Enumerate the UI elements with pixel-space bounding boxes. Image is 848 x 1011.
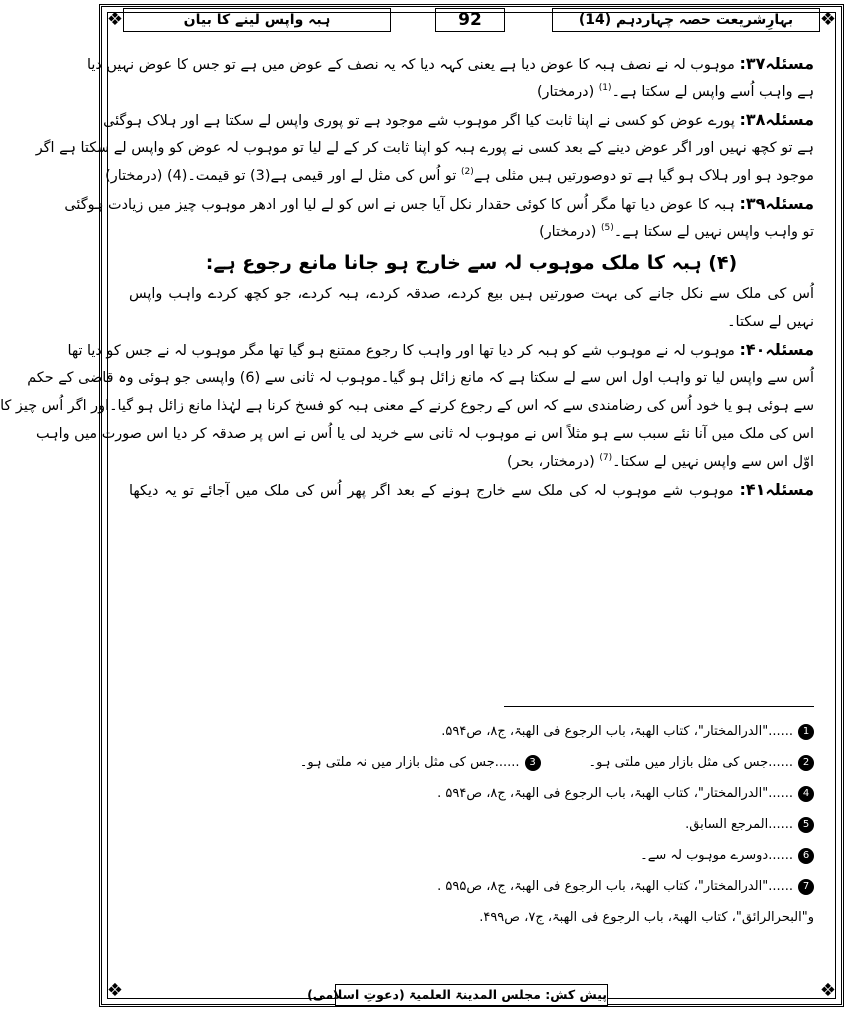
text-line (129, 280, 814, 308)
text-line (129, 308, 814, 336)
footnote (129, 716, 814, 747)
footnote-number: 6 (798, 848, 814, 864)
footnote-separator (504, 706, 814, 707)
chapter-title: ہبہ واپس لینے کا بیان (123, 8, 391, 32)
footnote-number: 2 (798, 755, 814, 771)
footnote (129, 809, 814, 840)
text-line (36, 420, 814, 448)
footnote-number: 4 (798, 786, 814, 802)
footnote-ref: (1) (598, 83, 612, 94)
footnote-text: ......"الدرالمختار"، کتاب الھبۃ، باب الرجوع فی الھبۃ، ج۸، ص۵۹۵ . (437, 879, 793, 894)
line-text: ہے واہب اُسے واپس لے سکتا ہے۔ (611, 84, 814, 100)
masala-label: مسئلہ۴۱: (739, 480, 814, 499)
line-text: اوّل اس سے واپس نہیں لے سکتا۔ (612, 454, 814, 470)
masala-line (67, 336, 814, 364)
line-text: اس کی ملک میں آنا نئے سبب سے ہو مثلاً اس نے موہوب لہ ثانی سے خرید لی یا اُس نے اس پر صدقہ کر دیا اس صورت میں واہب (36, 426, 814, 442)
corner-ornament-top-right: ❖ (819, 9, 837, 30)
masala-label: مسئلہ۳۹: (739, 194, 814, 213)
section-heading: (۴) ہبہ کا ملک موہوب لہ سے خارج ہو جانا مانع رجوع ہے: (205, 252, 738, 274)
line-text: موہوب لہ نے موہوب شے کو ہبہ کر دیا تھا اور واہب کا رجوع ممتنع ہو گیا تھا مگر موہوب لہ نے جس کو دیا تھا (67, 343, 740, 359)
line-text: اُس کی ملک سے نکل جانے کی بہت صورتیں ہیں بیع کردے، صدقہ کردے، ہبہ کردے، جو کچھ کردے واہب واپس (129, 286, 814, 302)
masala-line (87, 50, 814, 78)
footnote-number: 7 (798, 879, 814, 895)
line-text: اُس سے واپس لیا تو واہب اول اس سے لے سکتا ہے کہ مانع زائل ہو گیا۔موہوب لہ ثانی سے (6) واپسی جو ہوئی وہ قاضی کے حکم (27, 370, 814, 386)
line-text: موہوب لہ نے نصف ہبہ کا عوض دیا ہے یعنی کہہ دیا کہ یہ نصف کے عوض میں ہے تو جس کا عوض نہیں دیا (87, 57, 740, 73)
line-text: ہبہ کا عوض دیا تھا مگر اُس کا کوئی حقدار نکل آیا جس نے اس کو لے لیا اور ادھر موہوب چیز میں زیادت ہوگئی (64, 197, 740, 213)
line-text: نہیں لے سکتا۔ (727, 314, 814, 330)
footnote-text: ......دوسرے موہوب لہ سے۔ (640, 848, 793, 863)
text-line (27, 364, 814, 392)
text-line (129, 218, 814, 246)
page-number: 92 (435, 8, 505, 32)
line-text: موہوب شے موہوب لہ کی ملک سے خارج ہونے کے بعد اگر پھر اُس کی ملک میں آجائے تو یہ دیکھا (129, 483, 740, 499)
line-text: پورے عوض کو کسی نے اپنا ثابت کیا اگر موہوب شے موجود ہے تو پوری واپس لے سکتا ہے اور ہلاک ہوگئی (103, 113, 740, 129)
footnote-text: ......"الدرالمختار"، کتاب الھبۃ، باب الرجوع فی الھبۃ، ج۸، ص۵۹۴ . (437, 786, 793, 801)
footnote-number: 5 (798, 817, 814, 833)
line-text: سے ہوئی ہو یا خود اُس کی رضامندی سے کہ اس کے رجوع کرنے کے معنی ہبہ کو فسخ کرنا ہے لہٰذا مانع زائل ہو گیا۔اور اگر اُس چیز کا (0, 398, 814, 414)
footnote (129, 747, 814, 778)
footnote (129, 840, 814, 871)
footnote-text: ......المرجع السابق. (685, 817, 793, 832)
text-line (105, 162, 814, 190)
footnote-number: 3 (525, 755, 541, 771)
citation: (درمختار) (539, 224, 601, 240)
footnotes (129, 716, 814, 933)
line-text: ہے تو کچھ نہیں اور اگر عوض دینے کے بعد کسی نے پورے ہبہ کو اپنا ثابت کر کے لے لیا تو موہوب لہ عوض کو واپس لے سکتا ہے اگر (35, 140, 814, 156)
citation: (درمختار) (536, 84, 599, 100)
running-header (123, 8, 820, 34)
line-text: تو واہب واپس نہیں لے سکتا ہے۔ (613, 224, 814, 240)
footnote-ref: (7) (599, 453, 613, 464)
line-text: موجود ہو اور ہلاک ہو گیا ہے تو دوصورتیں ہیں مثلی ہے (473, 168, 814, 184)
text-line (0, 392, 814, 420)
citation: تو اُس کی مثل لے اور قیمی ہے(3) تو قیمت۔(4) (درمختار) (105, 168, 461, 184)
footnote-text: ......"الدرالمختار"، کتاب الھبۃ، باب الرجوع فی الھبۃ، ج۸، ص۵۹۴. (441, 724, 793, 739)
footnote-number: 1 (798, 724, 814, 740)
footnote-text: و"البحرالرائق"، کتاب الھبۃ، باب الرجوع فی الھبۃ، ج۷، ص۴۹۹. (479, 910, 814, 925)
corner-ornament-bottom-left: ❖ (106, 980, 124, 1001)
text-line (129, 448, 814, 476)
footnote-text: ......جس کی مثل بازار میں ملتی ہو۔ (588, 755, 793, 770)
citation: (درمختار، بحر) (507, 454, 600, 470)
footnote-text: ......جس کی مثل بازار میں نہ ملتی ہو۔ (299, 755, 520, 770)
footnote (129, 902, 814, 933)
corner-ornament-top-left: ❖ (106, 9, 124, 30)
footnote (129, 871, 814, 902)
masala-label: مسئلہ۳۷: (739, 54, 814, 73)
footnote-ref: (5) (600, 223, 614, 234)
masala-label: مسئلہ۴۰: (739, 340, 814, 359)
text-line (129, 78, 814, 106)
footnote (129, 778, 814, 809)
book-title: بہارِشریعت حصہ چہاردہم (14) (552, 8, 820, 32)
masala-line (103, 106, 814, 134)
masala-line (64, 190, 814, 218)
masala-label: مسئلہ۳۸: (739, 110, 814, 129)
text-line (35, 134, 814, 162)
corner-ornament-bottom-right: ❖ (819, 980, 837, 1001)
body-text (0, 50, 814, 504)
publisher-footer: پیش کش: مجلس المدینۃ العلمیۃ (دعوتِ اسلامی) (335, 984, 608, 1006)
masala-line (129, 476, 814, 504)
footnote-ref: (2) (460, 167, 474, 178)
